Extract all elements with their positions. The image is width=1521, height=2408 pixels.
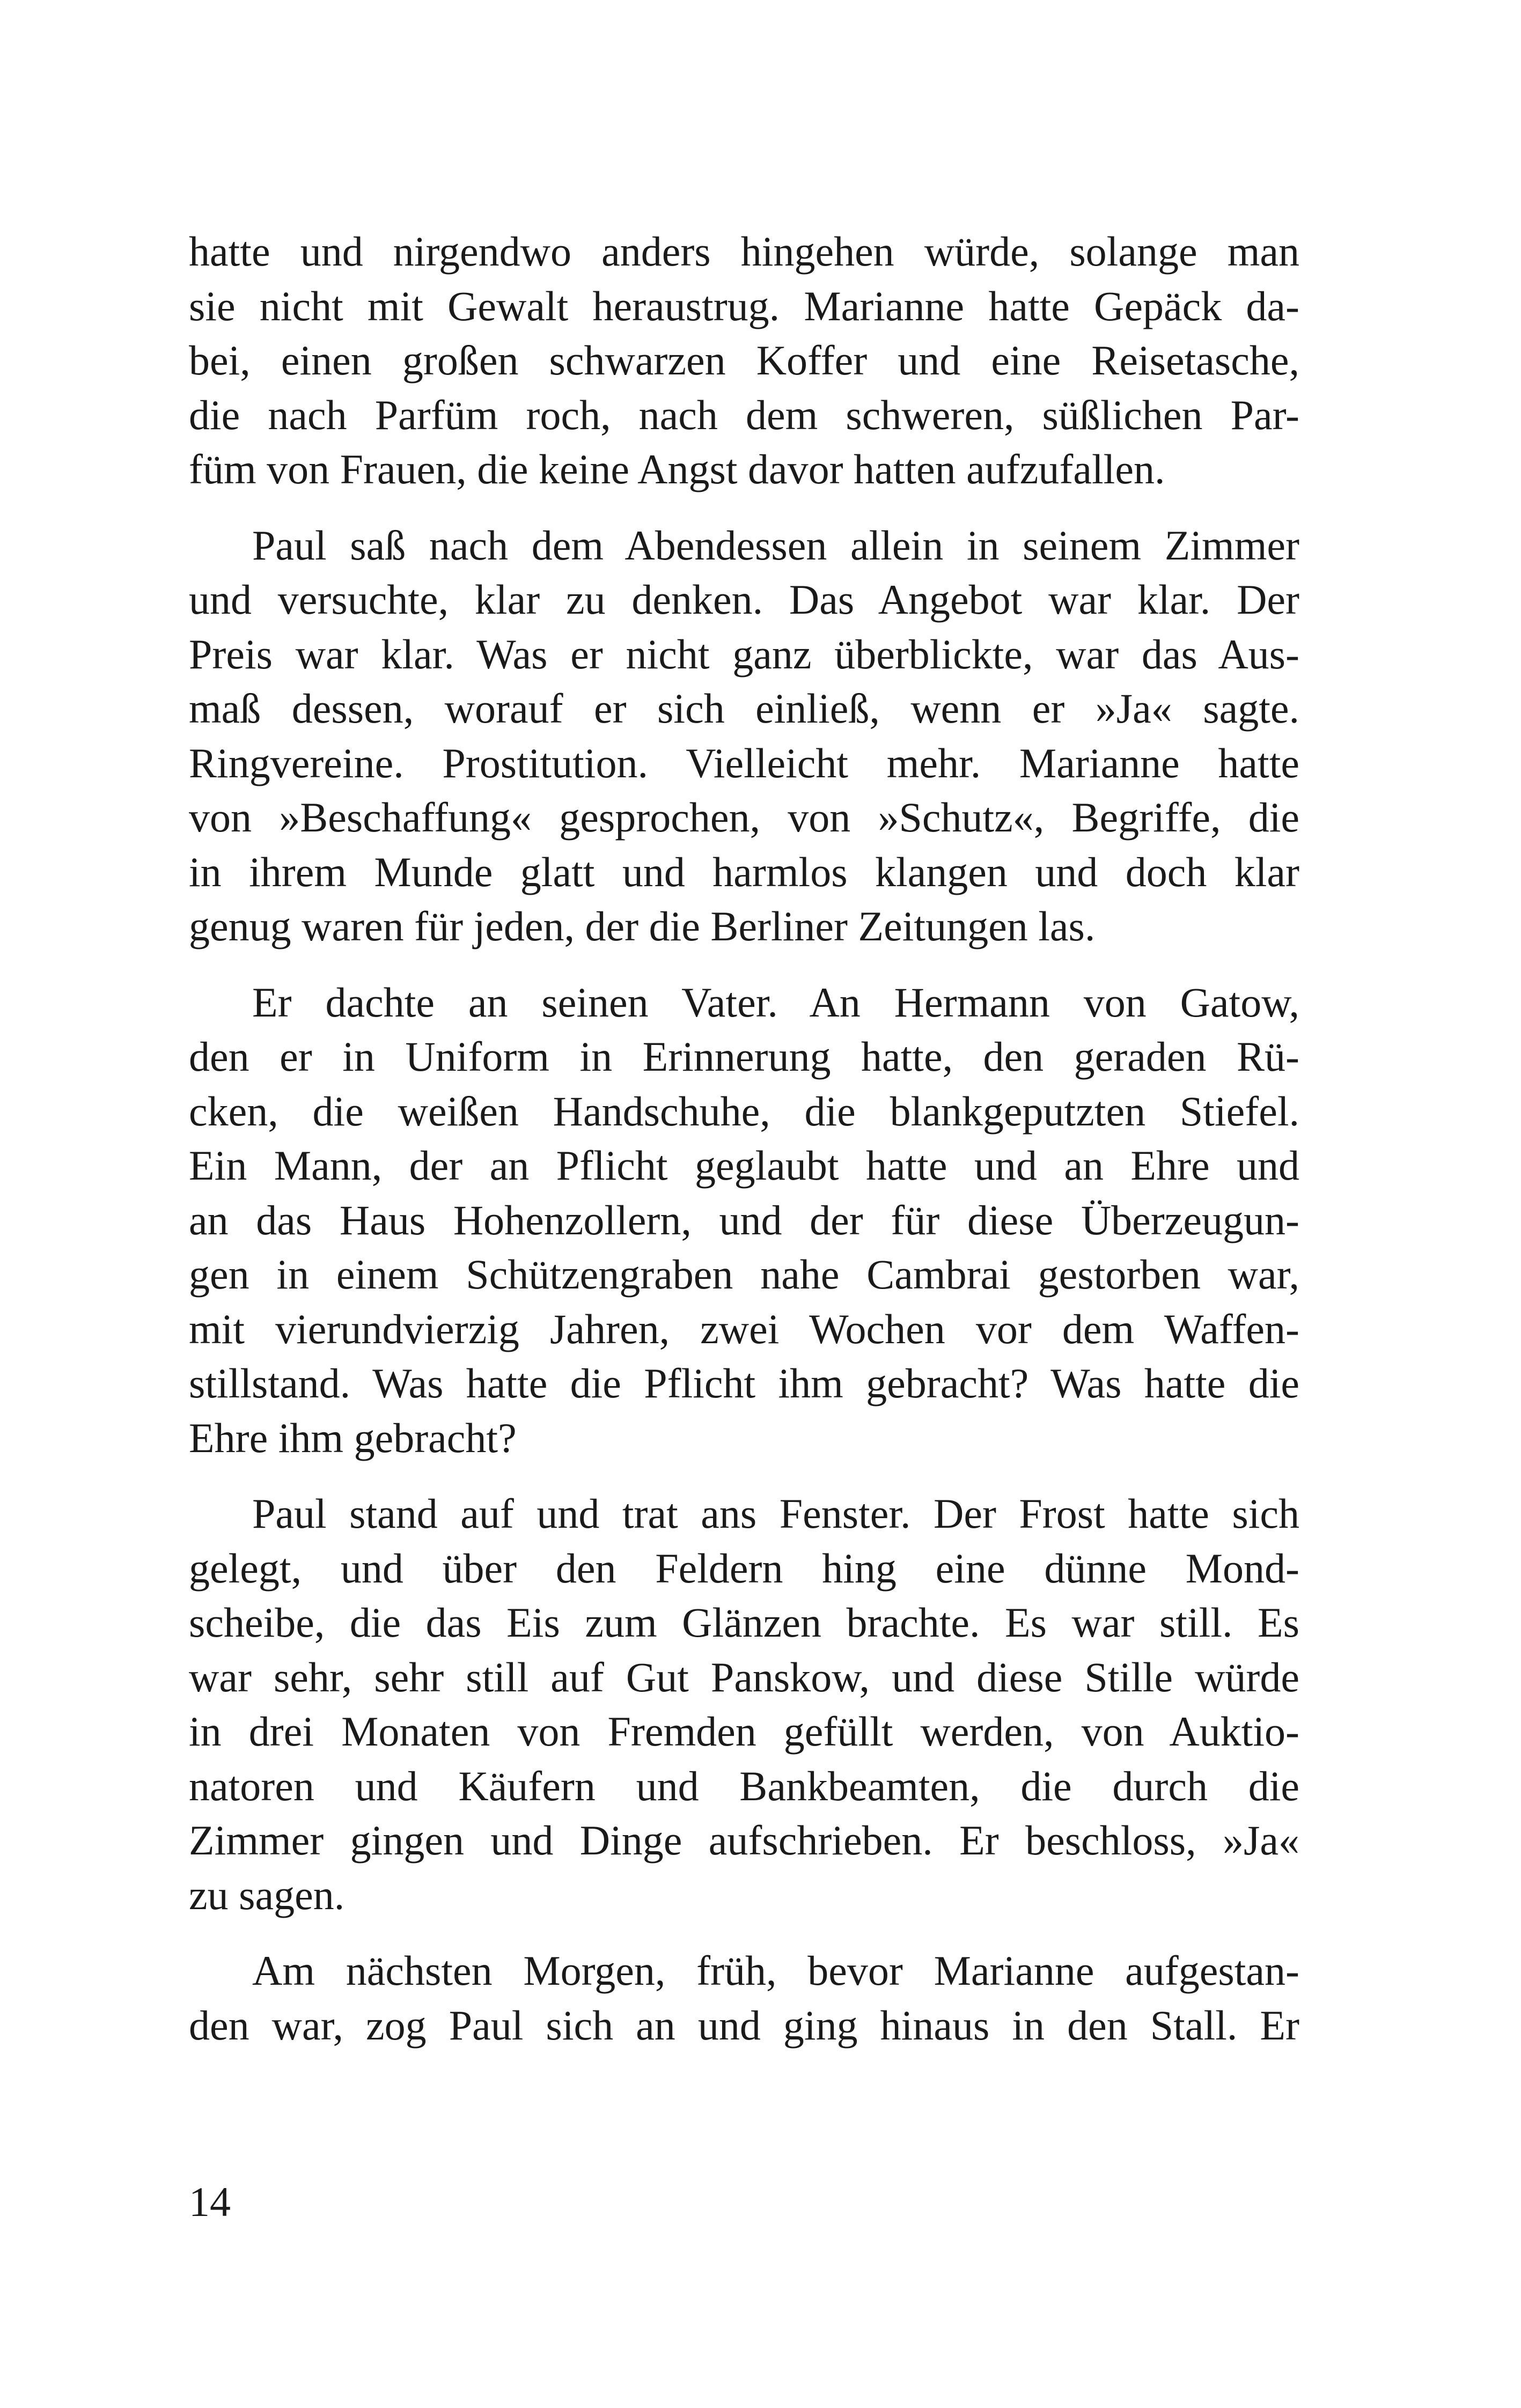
text-line: Ringvereine. Prostitution. Vielleicht mehr. Marianne hatte [189, 739, 1299, 786]
text-line: cken, die weißen Handschuhe, die blankgeputzten Stiefel. [189, 1087, 1299, 1135]
text-line: den war, zog Paul sich an und ging hinaus in den Stall. Er [189, 2001, 1299, 2049]
text-line: Er dachte an seinen Vater. An Hermann von Gatow, [252, 978, 1299, 1026]
paragraph-4 [189, 1486, 1299, 1922]
text-line: Zimmer gingen und Dinge aufschrieben. Er beschloss, »Ja« [189, 1817, 1299, 1864]
text-line: und versuchte, klar zu denken. Das Angebot war klar. Der [189, 576, 1299, 623]
text-line: die nach Parfüm roch, nach dem schweren, süßlichen Par- [189, 391, 1299, 438]
paragraph-5 [189, 1943, 1299, 2052]
text-line: in drei Monaten von Fremden gefüllt werden, von Auktio- [189, 1708, 1299, 1755]
text-line: in ihrem Munde glatt und harmlos klangen und doch klar [189, 848, 1299, 895]
text-line: den er in Uniform in Erinnerung hatte, den geraden Rü- [189, 1033, 1299, 1080]
text-line: an das Haus Hohenzollern, und der für diese Überzeugun- [189, 1196, 1299, 1243]
paragraph-1 [189, 224, 1299, 497]
text-line: gen in einem Schützengraben nahe Cambrai gestorben war, [189, 1251, 1299, 1298]
text-line: Ehre ihm gebracht? [189, 1414, 517, 1461]
paragraph-3 [189, 975, 1299, 1466]
text-line: Paul stand auf und trat ans Fenster. Der Frost hatte sich [252, 1490, 1299, 1537]
text-line: Preis war klar. Was er nicht ganz überblickte, war das Aus- [189, 630, 1299, 678]
paragraph-2 [189, 518, 1299, 954]
text-line: genug waren für jeden, der die Berliner Zeitungen las. [189, 903, 1096, 949]
text-line: Paul saß nach dem Abendessen allein in seinem Zimmer [252, 521, 1299, 569]
text-line: zu sagen. [189, 1871, 345, 1918]
text-line: Ein Mann, der an Pflicht geglaubt hatte und an Ehre und [189, 1142, 1299, 1189]
text-line: bei, einen großen schwarzen Koffer und eine Reisetasche, [189, 337, 1299, 384]
text-line: mit vierundvierzig Jahren, zwei Wochen vor dem Waffen- [189, 1305, 1299, 1352]
text-line: natoren und Käufern und Bankbeamten, die durch die [189, 1762, 1299, 1809]
text-line: stillstand. Was hatte die Pflicht ihm gebracht? Was hatte die [189, 1360, 1299, 1406]
text-line: gelegt, und über den Feldern hing eine dünne Mond- [189, 1544, 1299, 1592]
text-line: von »Beschaffung« gesprochen, von »Schutz«, Begriffe, die [189, 794, 1299, 841]
text-line: scheibe, die das Eis zum Glänzen brachte. Es war still. Es [189, 1599, 1299, 1646]
body-text [189, 224, 1299, 2052]
text-line: füm von Frauen, die keine Angst davor hatten aufzufallen. [189, 446, 1165, 492]
text-line: Am nächsten Morgen, früh, bevor Marianne aufgestan- [252, 1947, 1299, 1994]
text-line: sie nicht mit Gewalt heraustrug. Marianne hatte Gepäck da- [189, 282, 1299, 329]
page-number: 14 [189, 2178, 231, 2225]
text-line: hatte und nirgendwo anders hingehen würde, solange man [189, 228, 1299, 275]
text-line: maß dessen, worauf er sich einließ, wenn er »Ja« sagte. [189, 685, 1299, 732]
text-line: war sehr, sehr still auf Gut Panskow, und diese Stille würde [189, 1653, 1299, 1700]
